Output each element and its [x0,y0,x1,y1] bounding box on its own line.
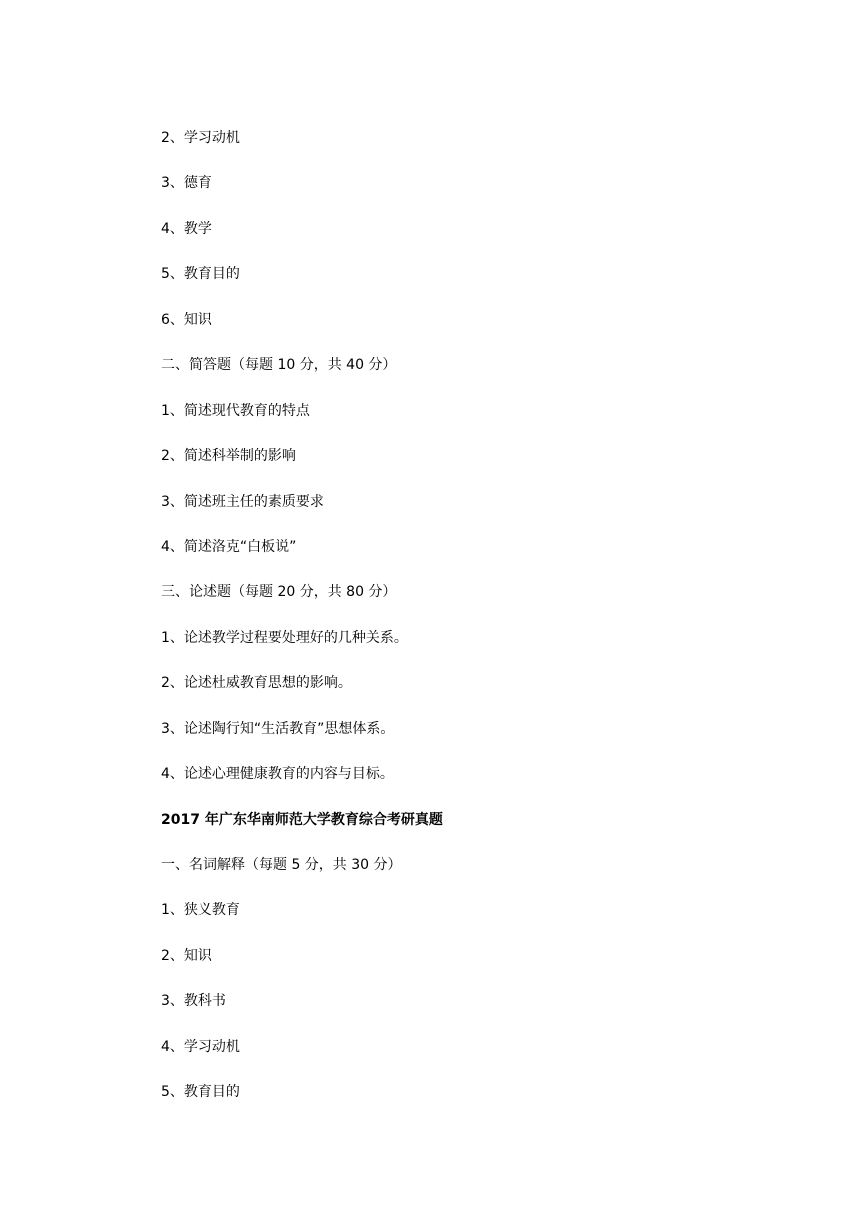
section-heading: 一、名词解释（每题 5 分，共 30 分） [161,857,402,873]
document-body [161,127,721,1127]
section-heading: 三、论述题（每题 20 分，共 80 分） [161,584,397,601]
list-item: 3、论述陶行知“生活教育”思想体系。 [161,720,395,737]
list-item: 5、教育目的 [161,1084,240,1101]
list-item: 6、知识 [161,311,212,328]
list-item: 1、狭义教育 [161,902,240,919]
list-item: 4、学习动机 [161,1038,240,1055]
section-heading: 二、简答题（每题 10 分，共 40 分） [161,357,397,374]
list-item: 4、教学 [161,220,212,237]
list-item: 2、论述杜威教育思想的影响。 [161,675,352,692]
list-item: 2、知识 [161,947,212,964]
list-item: 1、论述教学过程要处理好的几种关系。 [161,629,408,646]
list-item: 2、简述科举制的影响 [161,448,296,465]
list-item: 4、论述心理健康教育的内容与目标。 [161,766,394,783]
list-item: 3、简述班主任的素质要求 [161,493,324,510]
page-title: 2017 年广东华南师范大学教育综合考研真题 [161,811,443,828]
list-item: 3、教科书 [161,993,226,1010]
list-item: 4、简述洛克“白板说” [161,538,297,555]
list-item: 5、教育目的 [161,266,240,283]
list-item: 1、简述现代教育的特点 [161,402,310,419]
list-item: 2、学习动机 [161,130,240,146]
list-item: 3、德育 [161,175,212,192]
